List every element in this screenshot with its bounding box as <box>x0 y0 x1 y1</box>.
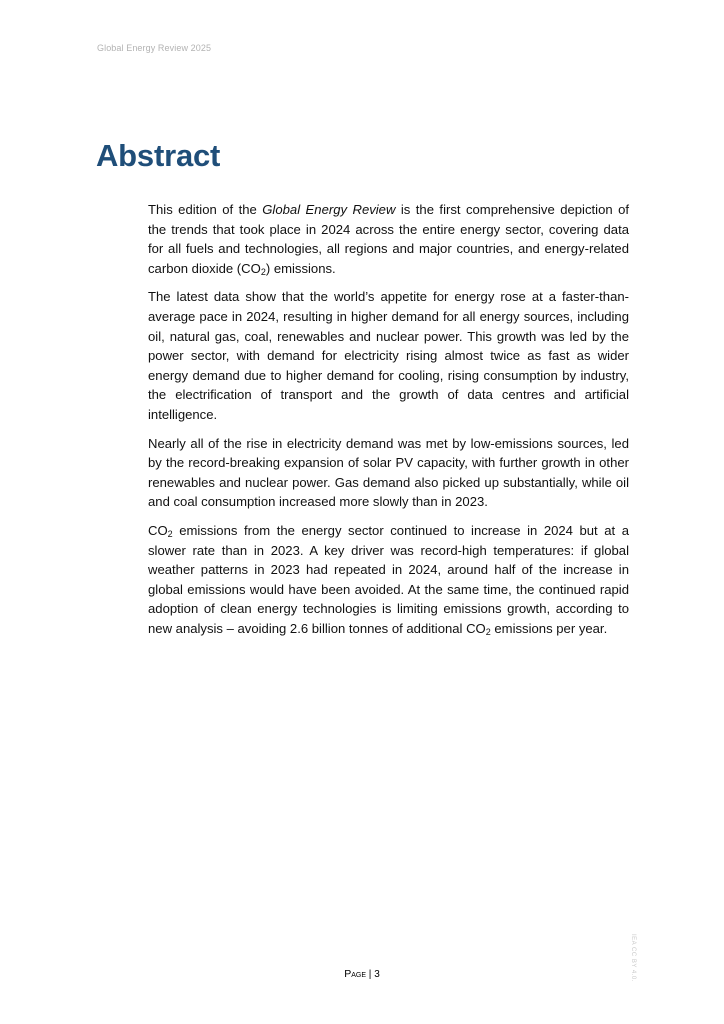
running-header: Global Energy Review 2025 <box>97 43 212 53</box>
publication-title-emphasis: Global Energy Review <box>262 202 396 217</box>
paragraph-2: The latest data show that the world’s appetite for energy rose at a faster-than-average pace in 2024, resulting in higher demand for all energy sources, including oil, natural gas, coal, renewables and nuclear power. This growth was led by the power sector, with demand for electricity rising almost twice as fast as wider energy demand due to higher demand for cooling, rising consumption by industry, the electrification of transport and the growth of data centres and artificial intelligence. <box>148 289 629 422</box>
co2-subscript: 2 <box>260 266 266 277</box>
page-footer <box>0 968 724 980</box>
paragraph-4-text-b: emissions from the energy sector continued to increase in 2024 but at a slower rate than in 2023. A key driver was record-high temperatures: if global weather patterns in 2023 had repeated in 2024, around half of the increase in global emissions would have been avoided. At the same time, the continued rapid adoption of clean energy technologies is limiting emissions growth, according to new analysis – avoiding 2.6 billion tonnes of additional CO <box>148 522 629 636</box>
page-title: Abstract <box>96 138 221 173</box>
paragraph-4-text-a: CO <box>148 522 168 538</box>
license-mark: IEA CC BY 4.0. <box>630 934 636 982</box>
abstract-body <box>148 200 629 647</box>
co2-subscript: 2 <box>485 626 491 637</box>
paragraph-4 <box>148 521 629 639</box>
co2-subscript: 2 <box>167 528 173 539</box>
page-label: Page <box>344 968 367 980</box>
paragraph-1 <box>148 200 629 278</box>
paragraph-1-text-c: ) emissions. <box>265 260 336 276</box>
paragraph-1-text-b: is the first comprehensive depiction of the trends that took place in 2024 across the entire energy sector, covering data for all fuels and technologies, all regions and major countries, and energy-related carbon dioxide (CO <box>148 202 629 276</box>
page-separator: | <box>366 969 375 980</box>
page-number: 3 <box>374 969 380 980</box>
paragraph-4-text-c: emissions per year. <box>490 620 608 636</box>
paragraph-1-text-a: This edition of the <box>148 202 263 217</box>
paragraph-3: Nearly all of the rise in electricity demand was met by low-emissions sources, led by the record-breaking expansion of solar PV capacity, with further growth in other renewables and nuclear power. Gas demand also picked up substantially, while oil and coal consumption increased more slowly than in 2023. <box>148 435 629 510</box>
